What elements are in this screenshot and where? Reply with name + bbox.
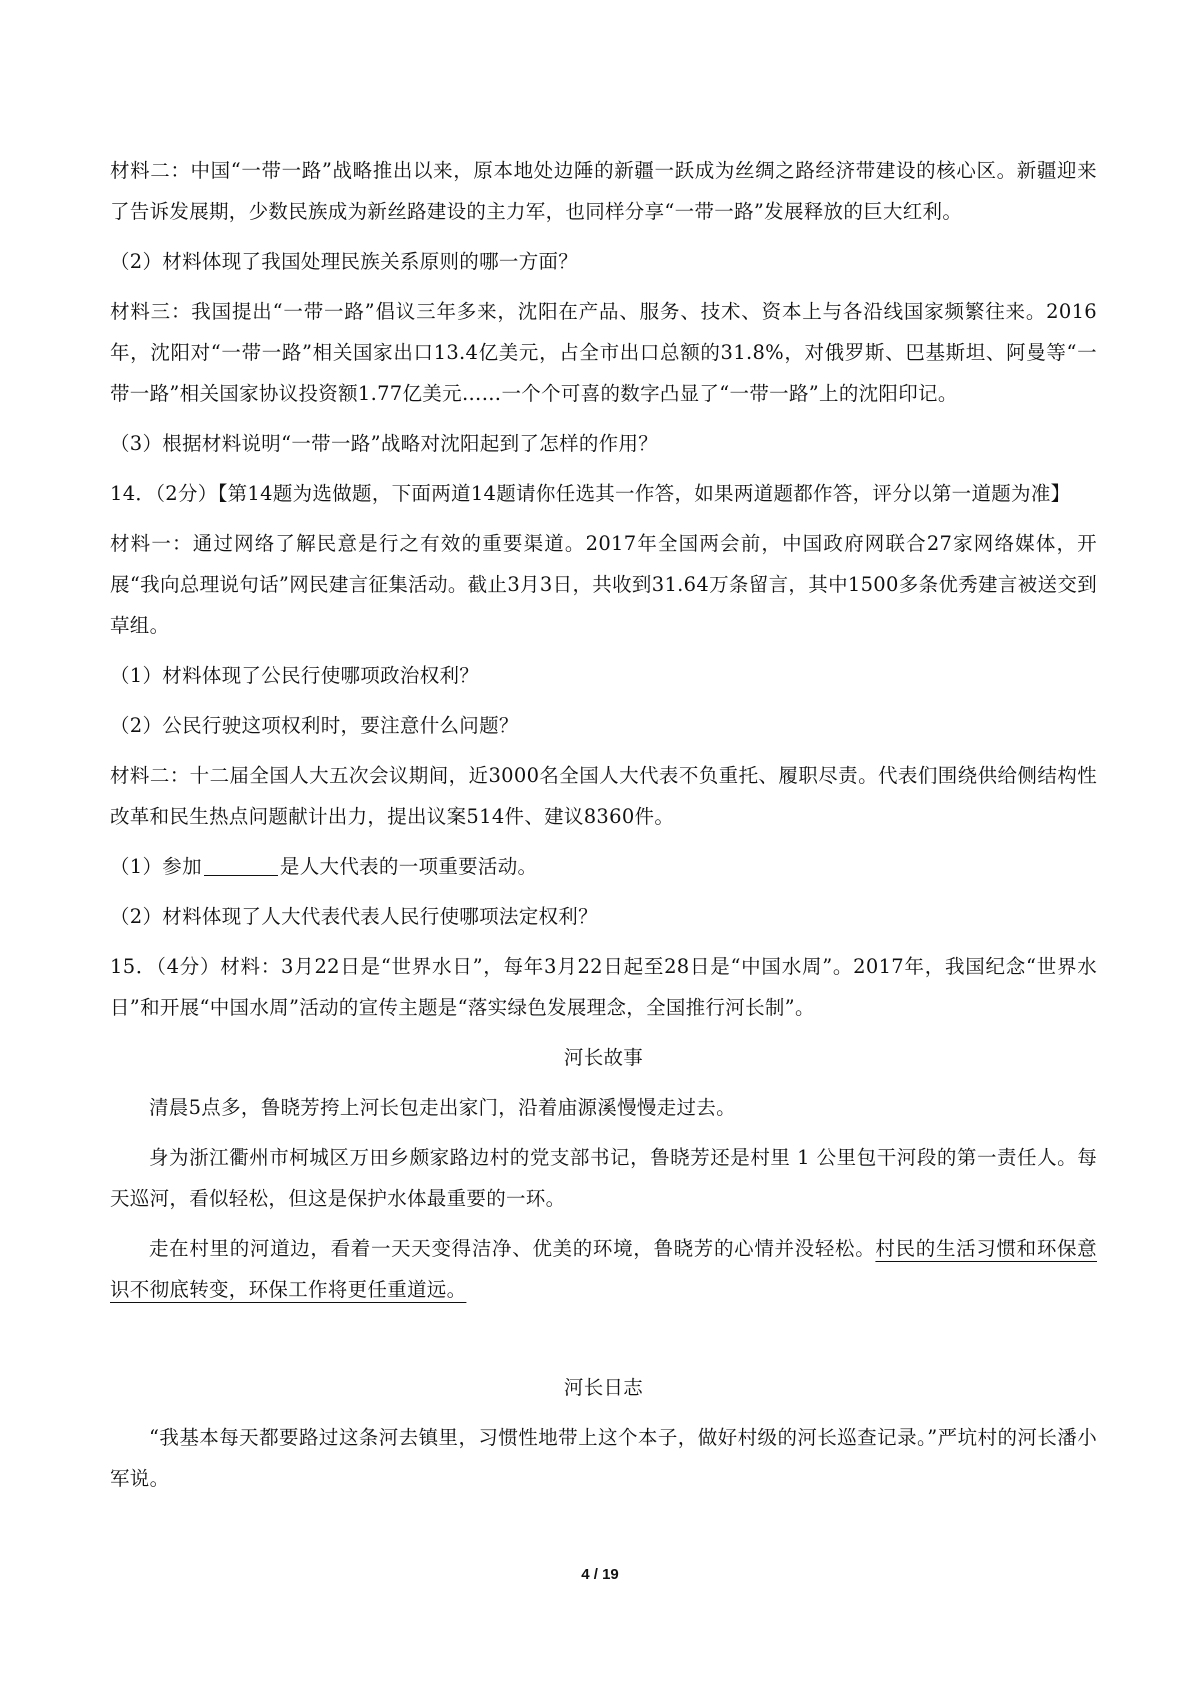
underlined-sentence: 村民的生活习惯和环保意识不彻底转变，环保工作将更任重道远。 — [110, 1237, 1097, 1301]
fill-blank-question — [110, 846, 1097, 887]
section-spacer — [110, 1319, 1097, 1367]
story-paragraph: 清晨5点多，鲁晓芳挎上河长包走出家门，沿着庙源溪慢慢走过去。 — [149, 1096, 736, 1119]
fill-blank-before: （1）参加 — [110, 855, 202, 878]
page-number: 4 / 19 — [581, 1566, 619, 1583]
fill-blank-after: 是人大代表的一项重要活动。 — [279, 855, 538, 878]
story-title: 河长故事 — [563, 1046, 644, 1069]
question-14-sub-1: （1）材料体现了公民行使哪项政治权利？ — [110, 664, 480, 687]
question-3: （3）根据材料说明“一带一路”战略对沈阳起到了怎样的作用？ — [110, 432, 659, 455]
material-3-paragraph: 材料三：我国提出“一带一路”倡议三年多来，沈阳在产品、服务、技术、资本上与各沿线国家频繁往来。2016年，沈阳对“一带一路”相关国家出口13.4亿美元，占全市出口总额的31.8%，对俄罗斯、巴基斯坦、阿曼等“一带一路”相关国家协议投资额1.77亿美元……一个个可喜的数字凸显了“一带一路”上的沈阳印记。 — [110, 300, 1097, 405]
log-paragraph: “我基本每天都要路过这条河去镇里，习惯性地带上这个本子，做好村级的河长巡查记录。”严坑村的河长潘小军说。 — [110, 1426, 1097, 1490]
document-body — [110, 150, 1097, 1508]
answer-blank[interactable] — [204, 856, 278, 877]
question-14-material-1: 材料一：通过网络了解民意是行之有效的重要渠道。2017年全国两会前，中国政府网联合27家网络媒体，开展“我向总理说句话”网民建言征集活动。截止3月3日，共收到31.64万条留言，其中1500多条优秀建言被送交到草组。 — [110, 532, 1097, 637]
log-title: 河长日志 — [563, 1376, 644, 1399]
question-14-header: 14．（2分）【第14题为选做题，下面两道14题请你任选其一作答，如果两道题都作答，评分以第一道题为准】 — [110, 482, 1071, 505]
question-2: （2）材料体现了我国处理民族关系原则的哪一方面？ — [110, 250, 579, 273]
story-paragraph-underlined — [110, 1228, 1097, 1310]
question-14-material-2: 材料二：十二届全国人大五次会议期间，近3000名全国人大代表不负重托、履职尽责。代表们围绕供给侧结构性改革和民生热点问题献计出力，提出议案514件、建议8360件。 — [110, 764, 1097, 828]
question-14-sub-2b: （2）材料体现了人大代表代表人民行使哪项法定权利？ — [110, 905, 598, 928]
story-text: 走在村里的河道边，看着一天天变得洁净、优美的环境，鲁晓芳的心情并没轻松。 — [149, 1237, 876, 1260]
question-15: 15．（4分）材料：3月22日是“世界水日”，每年3月22日起至28日是“中国水周”。2017年，我国纪念“世界水日”和开展“中国水周”活动的宣传主题是“落实绿色发展理念，全国推行河长制”。 — [110, 955, 1097, 1019]
material-2-paragraph: 材料二：中国“一带一路”战略推出以来，原本地处边陲的新疆一跃成为丝绸之路经济带建设的核心区。新疆迎来了告诉发展期，少数民族成为新丝路建设的主力军，也同样分享“一带一路”发展释放的巨大红利。 — [110, 159, 1097, 223]
story-paragraph: 身为浙江衢州市柯城区万田乡颇家路边村的党支部书记，鲁晓芳还是村里 1 公里包干河段的第一责任人。每天巡河，看似轻松，但这是保护水体最重要的一环。 — [110, 1146, 1097, 1210]
question-14-sub-2: （2）公民行驶这项权利时，要注意什么问题？ — [110, 714, 519, 737]
